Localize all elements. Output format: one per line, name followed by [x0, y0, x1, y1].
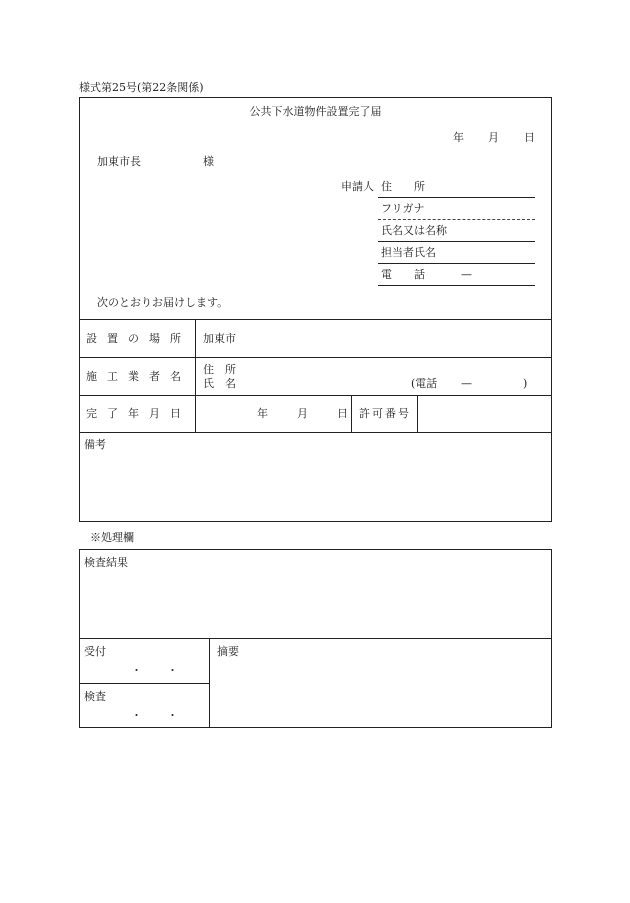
- applicant-phone-line: [378, 285, 535, 286]
- form-number: 様式第25号(第22条関係): [79, 81, 204, 94]
- remarks-label: 備考: [84, 438, 106, 451]
- inspection-label: 検査: [84, 690, 106, 703]
- processing-divider: [79, 638, 552, 639]
- applicant-contact-label: 担当者氏名: [381, 246, 436, 259]
- notice-text: 次のとおりお届けします。: [97, 296, 229, 309]
- contractor-phone-open: (電話: [411, 377, 438, 390]
- main-form-frame: [79, 97, 552, 522]
- reception-inspection-divider: [79, 683, 209, 684]
- applicant-furigana-line: [378, 219, 535, 220]
- row-divider-2: [79, 395, 552, 396]
- table-top-rule: [79, 319, 552, 320]
- date-month-label: 月: [488, 131, 499, 144]
- inspection-dot-2: ・: [167, 709, 178, 722]
- row-divider-3: [79, 432, 552, 433]
- location-label: 設置の場所: [86, 332, 191, 345]
- addressee-name: 加東市長: [97, 155, 141, 168]
- reception-label: 受付: [84, 645, 106, 658]
- completion-day: 日: [337, 407, 348, 420]
- form-title: 公共下水道物件設置完了届: [249, 105, 382, 118]
- processing-column-divider: [209, 638, 210, 728]
- contractor-label: 施工業者名: [86, 370, 191, 383]
- inspection-result-label: 検査結果: [84, 556, 128, 569]
- date-year-label: 年: [453, 131, 464, 144]
- summary-label: 摘要: [217, 645, 239, 658]
- addressee-honorific: 様: [203, 155, 214, 168]
- permit-label-divider-right: [417, 395, 418, 432]
- applicant-furigana-label: フリガナ: [381, 202, 425, 215]
- contractor-phone-dash: —: [461, 377, 472, 390]
- processing-heading: ※処理欄: [90, 531, 134, 544]
- inspection-dot-1: ・: [131, 709, 142, 722]
- completion-month: 月: [297, 407, 308, 420]
- contractor-name-label: 氏 名: [203, 377, 236, 390]
- label-column-divider: [195, 319, 196, 432]
- completion-year: 年: [257, 407, 268, 420]
- date-day-label: 日: [524, 131, 535, 144]
- applicant-name-line: [378, 241, 535, 242]
- completion-label: 完了年月日: [86, 407, 191, 420]
- applicant-contact-line: [378, 263, 535, 264]
- applicant-label: 申請人: [341, 180, 374, 193]
- applicant-phone-label: 電 話: [381, 268, 425, 281]
- contractor-phone-close: ): [523, 377, 528, 390]
- applicant-name-label: 氏名又は名称: [381, 224, 447, 237]
- reception-dot-1: ・: [131, 664, 142, 677]
- location-value: 加東市: [203, 332, 236, 345]
- contractor-address-label: 住 所: [203, 363, 236, 376]
- reception-dot-2: ・: [167, 664, 178, 677]
- applicant-phone-dash: —: [461, 268, 472, 281]
- row-divider-1: [79, 357, 552, 358]
- applicant-address-label: 住 所: [381, 180, 425, 193]
- permit-label-divider-left: [351, 395, 352, 432]
- permit-number-label: 許可番号: [359, 407, 411, 420]
- applicant-address-line: [378, 197, 535, 198]
